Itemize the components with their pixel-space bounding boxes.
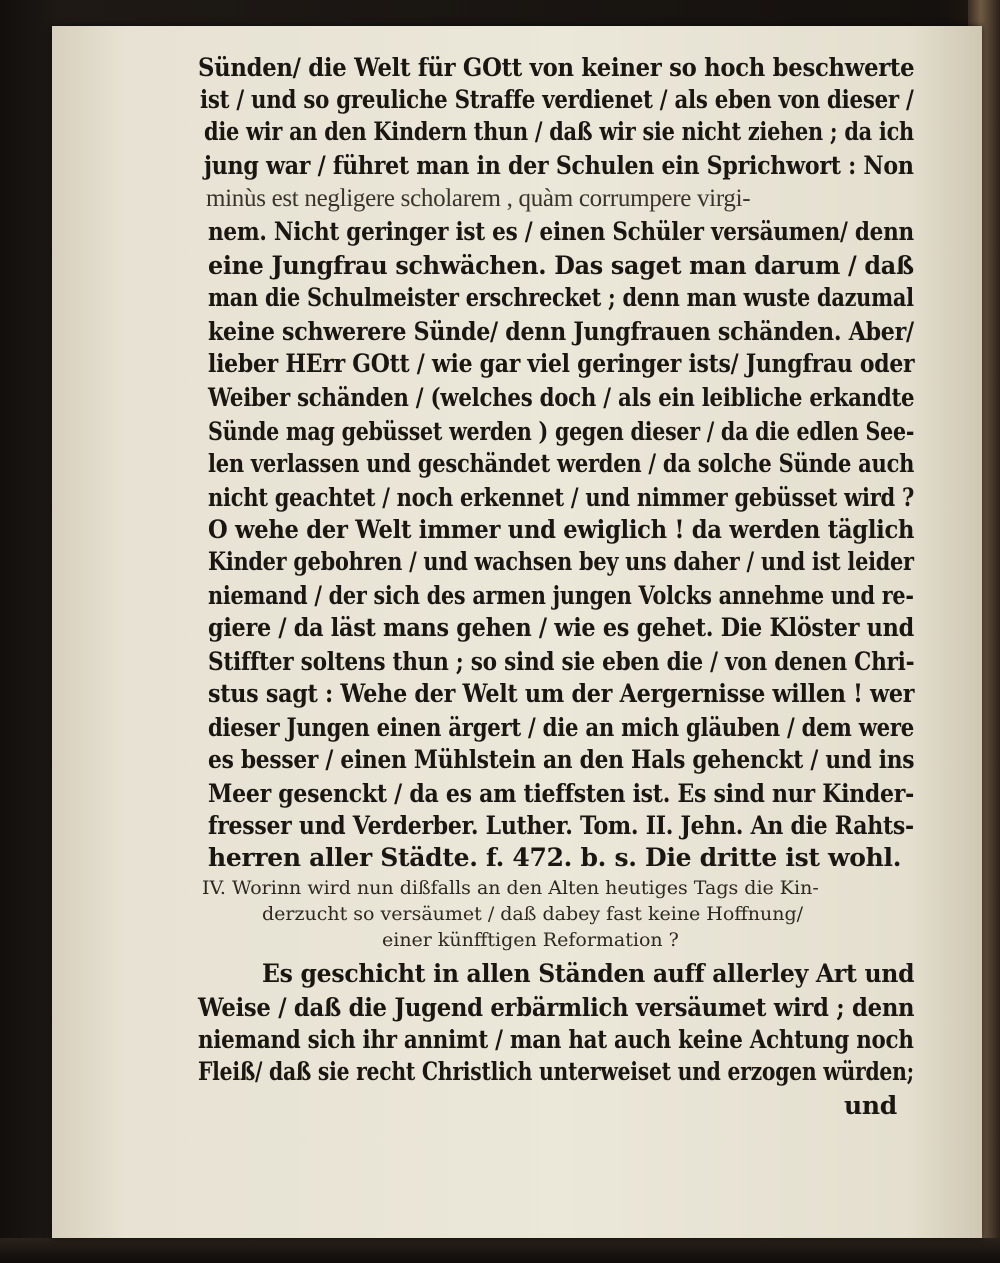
book-page [52, 26, 982, 1238]
text-line: lieber HErr GOtt / wie gar viel geringer ists/ Jungfrau oder [208, 349, 915, 378]
text-line: giere / da läst mans gehen / wie es gehet. Die Klöster und [208, 613, 914, 642]
text-line: die wir an den Kindern thun / daß wir sie nicht ziehen ; da ich [204, 117, 914, 146]
text-line: nicht geachtet / noch erkennet / und nimmer gebüsset wird ? [208, 483, 915, 512]
text-line: Weiber schänden / (welches doch / als ein leibliche erkandte [208, 383, 915, 412]
text-line: Es geschicht in allen Ständen auff allerley Art und [262, 959, 915, 988]
text-line: Fleiß/ daß sie recht Christlich unterweiset und erzogen würden; [198, 1057, 914, 1086]
text-line: es besser / einen Mühlstein an den Hals gehenckt / und ins [208, 745, 915, 774]
text-line: keine schwerere Sünde/ denn Jungfrauen schänden. Aber/ [208, 317, 914, 346]
text-line: herren aller Städte. f. 472. b. s. Die dritte ist wohl. [208, 843, 902, 872]
scan-bottom-strip [0, 1238, 1000, 1263]
text-line: len verlassen und geschändet werden / da solche Sünde auch [208, 449, 915, 478]
text-line: man die Schulmeister erschrecket ; denn man wuste dazumal [208, 283, 914, 312]
text-line: stus sagt : Wehe der Welt um der Aergernisse willen ! wer [208, 679, 915, 708]
text-line: Sünde mag gebüsset werden ) gegen dieser / da die edlen See- [208, 417, 915, 446]
question-heading-line: derzucht so versäumet / daß dabey fast keine Hoffnung/ [262, 903, 804, 925]
text-line: O wehe der Welt immer und ewiglich ! da werden täglich [208, 515, 915, 544]
text-line: jung war / führet man in der Schulen ein Sprichwort : Non [204, 151, 914, 180]
page-text [52, 26, 982, 1238]
text-line: Sünden/ die Welt für GOtt von keiner so hoch beschwerte [198, 53, 915, 82]
catchword: und [844, 1091, 897, 1120]
text-line: nem. Nicht geringer ist es / einen Schüler versäumen/ denn [208, 217, 914, 246]
text-line: eine Jungfrau schwächen. Das saget man darum / daß [208, 251, 914, 280]
text-line: Weise / daß die Jugend erbärmlich versäumet wird ; denn [198, 993, 915, 1022]
text-line: Stiffter soltens thun ; so sind sie eben die / von denen Chri- [208, 647, 915, 676]
question-heading-line: einer künfftigen Reformation ? [382, 929, 679, 951]
question-heading-line: IV. Worinn wird nun dißfalls an den Alten heutiges Tags die Kin- [202, 877, 819, 899]
text-line: minùs est negligere scholarem , quàm corrumpere virgi- [206, 185, 751, 212]
text-line: niemand sich ihr annimt / man hat auch keine Achtung noch [198, 1025, 914, 1054]
text-line: dieser Jungen einen ärgert / die an mich gläuben / dem were [208, 713, 915, 742]
text-line: fresser und Verderber. Luther. Tom. II. Jehn. An die Rahts- [208, 811, 914, 840]
text-line: niemand / der sich des armen jungen Volcks annehme und re- [208, 581, 914, 610]
text-line: Meer gesenckt / da es am tieffsten ist. Es sind nur Kinder- [208, 779, 914, 808]
text-line: ist / und so greuliche Straffe verdienet / als eben von dieser / [200, 85, 914, 114]
text-line: Kinder gebohren / und wachsen bey uns daher / und ist leider [208, 547, 914, 576]
